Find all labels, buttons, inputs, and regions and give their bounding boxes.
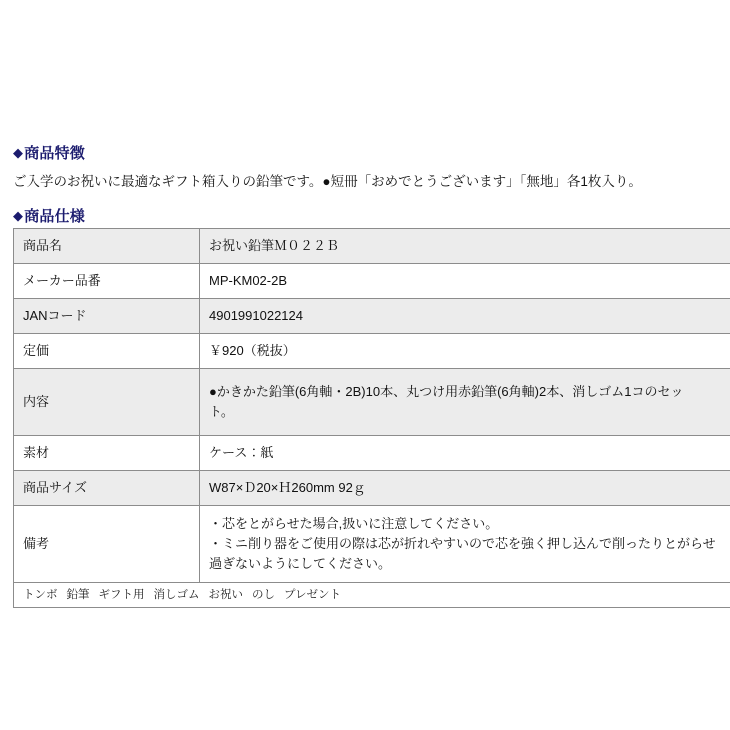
spec-value-line: 4901991022124 <box>209 308 303 323</box>
table-row <box>14 471 730 506</box>
spec-value-line: W87×Ｄ20×Ｈ260mm 92ｇ <box>209 480 366 495</box>
tag-item[interactable]: ギフト用 <box>98 589 145 601</box>
spec-value-cell <box>200 506 730 583</box>
tag-item[interactable]: トンボ <box>23 589 58 601</box>
spec-label-cell: 素材 <box>14 436 200 471</box>
diamond-bullet-icon: ◆ <box>13 208 24 223</box>
table-row <box>14 299 730 334</box>
tag-item[interactable]: のし <box>252 589 275 601</box>
spec-value-line: ト。 <box>209 404 234 419</box>
spec-value-cell <box>200 264 730 299</box>
spec-value-line: MP-KM02-2B <box>209 273 288 288</box>
spec-label-cell: 定価 <box>14 334 200 369</box>
diamond-bullet-icon: ◆ <box>13 145 24 160</box>
table-row <box>14 229 730 264</box>
specs-heading-label: 商品仕様 <box>24 208 86 225</box>
table-row <box>14 369 730 436</box>
spec-label-cell: 商品名 <box>14 229 200 264</box>
spec-value-line: ￥920（税抜） <box>209 343 296 358</box>
spec-value-line: ●かきかた鉛筆(6角軸・2B)10本、丸つけ用赤鉛筆(6角軸)2本、消しゴム1コのセッ <box>209 384 684 399</box>
specification-table-body <box>14 229 730 608</box>
specs-heading <box>13 208 85 226</box>
spec-value-cell <box>200 229 730 264</box>
table-row <box>14 264 730 299</box>
specification-table <box>13 228 730 608</box>
table-row <box>14 506 730 583</box>
features-heading-label: 商品特徴 <box>24 145 86 162</box>
tag-item[interactable]: 消しゴム <box>153 589 200 601</box>
spec-label-cell: 内容 <box>14 369 200 436</box>
spec-value-line: ・芯をとがらせた場合,扱いに注意してください。 <box>209 516 499 531</box>
table-row <box>14 436 730 471</box>
spec-value-line: ケース：紙 <box>209 445 274 460</box>
spec-label-cell: JANコード <box>14 299 200 334</box>
spec-value-cell <box>200 436 730 471</box>
tag-row <box>14 583 730 608</box>
spec-value-line: 過ぎないようにしてください。 <box>209 556 392 571</box>
spec-value-cell <box>200 471 730 506</box>
spec-label-cell: 商品サイズ <box>14 471 200 506</box>
tag-item[interactable]: お祝い <box>208 589 243 601</box>
tag-list <box>14 583 730 608</box>
features-heading <box>13 145 85 163</box>
spec-value-cell <box>200 369 730 436</box>
spec-label-cell: 備考 <box>14 506 200 583</box>
spec-label-cell: メーカー品番 <box>14 264 200 299</box>
spec-value-line: お祝い鉛筆Ｍ０２２Ｂ <box>209 238 340 253</box>
tag-item[interactable]: プレゼント <box>284 589 342 601</box>
spec-value-line: ・ミニ削り器をご使用の際は芯が折れやすいので芯を強く押し込んで削ったりとがらせ <box>209 536 716 551</box>
tag-item[interactable]: 鉛筆 <box>66 589 90 601</box>
features-description: ご入学のお祝いに最適なギフト箱入りの鉛筆です。●短冊「おめでとうございます」「無地」各1枚入り。 <box>13 174 642 189</box>
table-row <box>14 334 730 369</box>
spec-value-cell <box>200 334 730 369</box>
spec-value-cell <box>200 299 730 334</box>
